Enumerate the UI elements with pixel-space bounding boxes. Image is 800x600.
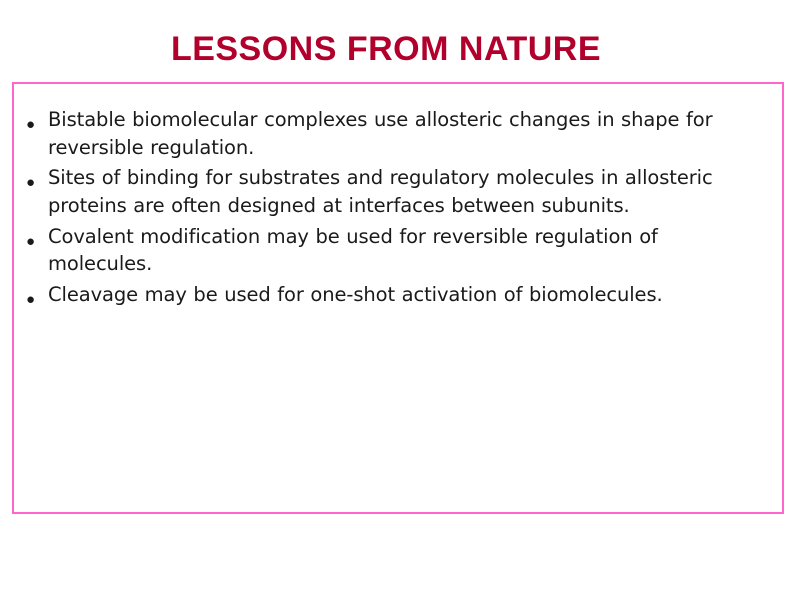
list-item	[26, 164, 742, 219]
list-item	[26, 223, 742, 278]
bullet-list	[26, 106, 742, 312]
bullet-dot-icon: ●	[26, 291, 36, 309]
list-item	[26, 106, 742, 161]
list-item	[26, 281, 742, 309]
bullet-dot-icon: ●	[26, 232, 36, 250]
bullet-text: Sites of binding for substrates and regulatory molecules in allosteric proteins are often designed at interfaces between subunits.	[48, 166, 713, 218]
bullet-text: Cleavage may be used for one-shot activation of biomolecules.	[48, 283, 663, 307]
page-title: LESSONS FROM NATURE	[170, 30, 602, 68]
bullet-dot-icon: ●	[26, 116, 36, 133]
bullet-text: Bistable biomolecular complexes use allosteric changes in shape for reversible regulation.	[48, 108, 713, 159]
bullet-dot-icon: ●	[26, 174, 36, 192]
bullet-text: Covalent modification may be used for reversible regulation of molecules.	[48, 224, 658, 276]
